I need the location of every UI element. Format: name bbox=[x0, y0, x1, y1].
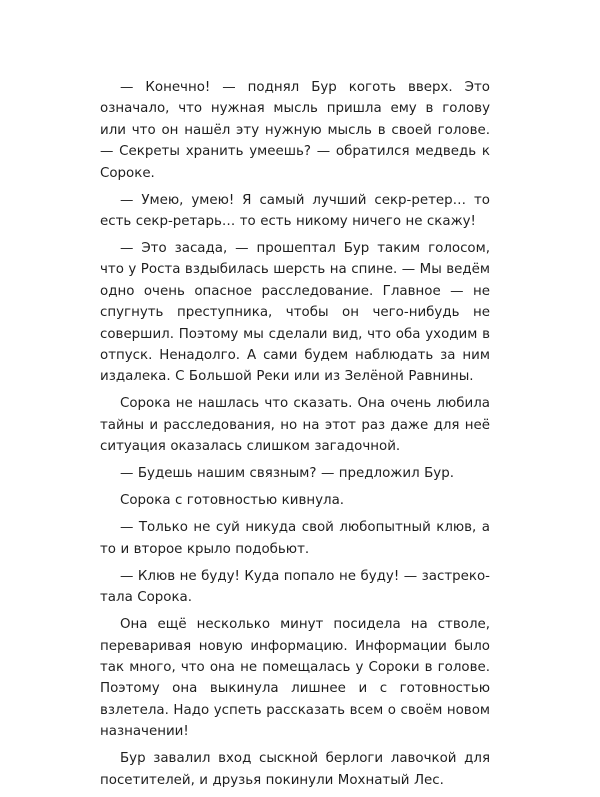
paragraph-3: — Это засада, — прошептал Бур таким голосом, что у Роста вздыбилась шерсть на спине. — Мы ведём одно очень опасное расследование. Главное — не спугнуть преступника, чтобы он чего-нибудь не совершил. Поэтому мы сделали вид, что оба уходим в отпуск. Ненадолго. А сами будем наблюдать за ним издалека. С Большой Реки или из Зелёной Равнины. bbox=[100, 241, 490, 385]
paragraph-2: — Умею, умею! Я самый лучший секр-ретер… то есть секр-ретарь… то есть никому ничего не скажу! bbox=[100, 192, 490, 230]
book-page bbox=[100, 77, 490, 797]
paragraph-8: — Клюв не буду! Куда попало не буду! — застрекотала Сорока. bbox=[100, 568, 490, 606]
paragraph-4: Сорока не нашлась что сказать. Она очень любила тайны и расследования, но на этот раз даже для неё ситуация оказалась слишком загадочной. bbox=[100, 396, 490, 455]
paragraph-5: — Будешь нашим связным? — предложил Бур. bbox=[120, 466, 454, 482]
paragraph-9: Она ещё несколько минут посидела на стволе, переваривая новую информацию. Информации было так много, что она не помещалась у Сороки в голове. Поэтому она выкинула лишнее и с готовностью взлетела. Надо успеть рассказать всем о своём новом назначении! bbox=[100, 617, 490, 740]
paragraph-10: Бур завалил вход сыскной берлоги лавочкой для посетителей, и друзья покинули Мохнатый Лес. bbox=[100, 751, 490, 788]
paragraph-7: — Только не суй никуда свой любопытный клюв, а то и второе крыло подобьют. bbox=[100, 520, 490, 557]
paragraph-6: Сорока с готовностью кивнула. bbox=[120, 493, 345, 509]
paragraph-1: — Конечно! — поднял Бур коготь вверх. Это означало, что нужная мысль пришла ему в голову или что он нашёл эту нужную мысль в своей голове. — Секреты хранить умеешь? — обратился медведь к Сороке. bbox=[100, 80, 490, 181]
